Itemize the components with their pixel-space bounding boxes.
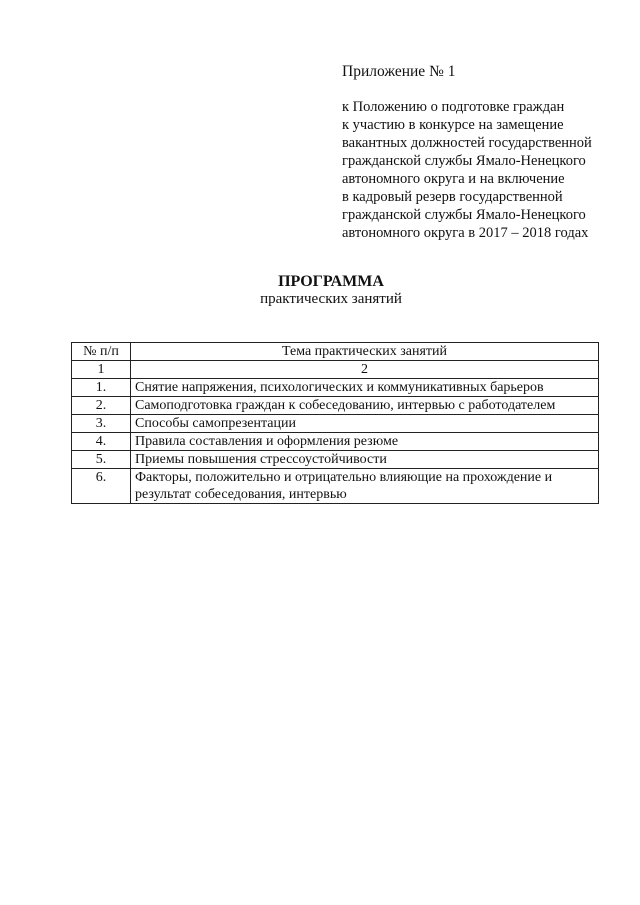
appendix-reference bbox=[342, 98, 632, 242]
row-topic: Факторы, положительно и отрицательно влияющие на прохождение и результат собеседования, интервью bbox=[131, 469, 599, 504]
column-index-1: 1 bbox=[72, 361, 131, 379]
appendix-line: к Положению о подготовке граждан bbox=[342, 99, 565, 115]
row-number: 5. bbox=[72, 451, 131, 469]
row-number: 3. bbox=[72, 415, 131, 433]
row-number: 4. bbox=[72, 433, 131, 451]
appendix-line: гражданской службы Ямало-Ненецкого bbox=[342, 153, 586, 169]
row-topic: Приемы повышения стрессоустойчивости bbox=[131, 451, 599, 469]
column-index-2: 2 bbox=[131, 361, 599, 379]
appendix-title: Приложение № 1 bbox=[342, 63, 456, 80]
row-topic: Снятие напряжения, психологических и коммуникативных барьеров bbox=[131, 379, 599, 397]
table-header-row bbox=[72, 343, 599, 361]
row-number: 2. bbox=[72, 397, 131, 415]
appendix-line: в кадровый резерв государственной bbox=[342, 189, 563, 205]
program-title: ПРОГРАММА bbox=[278, 273, 384, 290]
appendix-line: автономного округа и на включение bbox=[342, 171, 565, 187]
appendix-line: автономного округа в 2017 – 2018 годах bbox=[342, 225, 589, 241]
practical-topics-table bbox=[71, 342, 599, 504]
table-row bbox=[72, 379, 599, 397]
row-topic: Самоподготовка граждан к собеседованию, интервью с работодателем bbox=[131, 397, 599, 415]
table-row bbox=[72, 397, 599, 415]
header-topic: Тема практических занятий bbox=[131, 343, 599, 361]
row-topic: Способы самопрезентации bbox=[131, 415, 599, 433]
appendix-line: к участию в конкурсе на замещение bbox=[342, 117, 564, 133]
table-row bbox=[72, 415, 599, 433]
table-row bbox=[72, 469, 599, 504]
appendix-line: вакантных должностей государственной bbox=[342, 135, 592, 151]
row-number: 6. bbox=[72, 469, 131, 504]
header-number: № п/п bbox=[72, 343, 131, 361]
row-topic: Правила составления и оформления резюме bbox=[131, 433, 599, 451]
program-subtitle: практических занятий bbox=[260, 291, 402, 307]
appendix-line: гражданской службы Ямало-Ненецкого bbox=[342, 207, 586, 223]
table-row bbox=[72, 433, 599, 451]
column-index-row bbox=[72, 361, 599, 379]
row-number: 1. bbox=[72, 379, 131, 397]
table-row bbox=[72, 451, 599, 469]
